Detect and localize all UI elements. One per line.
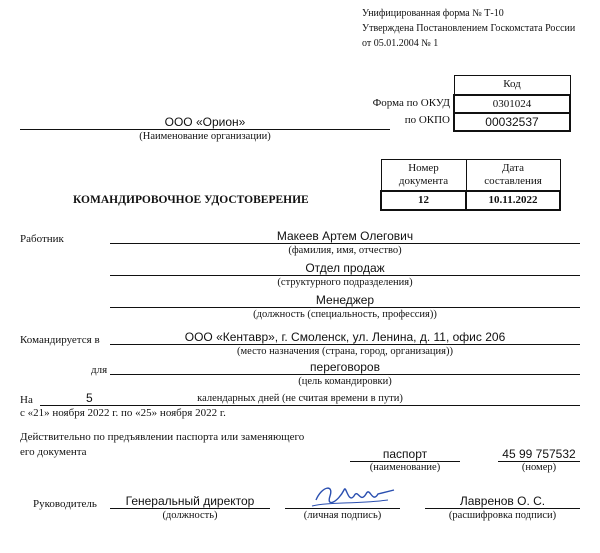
department-name: Отдел продаж xyxy=(305,261,385,275)
duration-line xyxy=(40,405,580,406)
document-title: КОМАНДИРОВОЧНОЕ УДОСТОВЕРЕНИЕ xyxy=(73,194,309,206)
form-header-line1: Унифицированная форма № Т-10 xyxy=(362,8,504,19)
employee-name: Макеев Артем Олегович xyxy=(276,229,414,243)
code-header-cell xyxy=(454,76,570,96)
employee-label: Работник xyxy=(20,233,64,245)
trip-period: с «21» ноября 2022 г. по «25» ноября 2022 г. xyxy=(20,407,226,419)
organization-caption: (Наименование организации) xyxy=(139,131,271,142)
department-line xyxy=(110,275,580,276)
trip-destination: ООО «Кентавр», г. Смоленск, ул. Ленина, д. 11, офис 206 xyxy=(184,330,506,344)
okpo-value: 00032537 xyxy=(454,113,570,131)
purpose-caption: (цель командировки) xyxy=(298,376,392,387)
decoding-caption: (расшифровка подписи) xyxy=(448,510,557,521)
okud-label: Форма по ОКУД xyxy=(372,97,450,109)
manager-decoding-line xyxy=(425,508,580,509)
okud-value: 0301024 xyxy=(454,95,570,113)
document-date: 10.11.2022 xyxy=(466,191,560,210)
destination-caption: (место назначения (страна, город, организация)) xyxy=(237,346,453,357)
date-header: Дата составления xyxy=(466,160,560,192)
number-header: Номер документа xyxy=(381,160,466,192)
doc-table xyxy=(380,159,561,211)
passport-text-line2: его документа xyxy=(20,446,87,458)
position-name: Менеджер xyxy=(315,293,375,307)
department-caption: (структурного подразделения) xyxy=(277,277,413,288)
form-header-line3: от 05.01.2004 № 1 xyxy=(362,38,439,49)
trip-purpose: переговоров xyxy=(310,360,380,374)
manager-decoding: Лавренов О. С. xyxy=(459,494,546,508)
duration-label: На xyxy=(20,394,33,406)
manager-position-line xyxy=(110,508,270,509)
form-header-line2: Утверждена Постановлением Госкомстата России xyxy=(362,23,576,34)
okpo-label: по ОКПО xyxy=(404,114,450,126)
manager-position-caption: (должность) xyxy=(162,510,218,521)
signature-line xyxy=(285,508,400,509)
code-header: Код xyxy=(503,78,521,90)
position-caption: (должность (специальность, профессия)) xyxy=(253,309,437,320)
signature-label: Руководитель xyxy=(33,498,97,510)
manager-position: Генеральный директор xyxy=(125,494,255,508)
organization-name: ООО «Орион» xyxy=(164,115,246,129)
signature-caption: (личная подпись) xyxy=(303,510,382,521)
trip-label: Командируется в xyxy=(20,334,100,346)
passport-doc-name: паспорт xyxy=(382,447,428,461)
passport-doc-name-caption: (наименование) xyxy=(369,462,441,473)
codes-table xyxy=(453,75,571,132)
duration-caption: календарных дней (не считая времени в пути) xyxy=(197,393,403,404)
passport-number-caption: (номер) xyxy=(521,462,557,473)
passport-number: 45 99 757532 xyxy=(502,447,576,461)
employee-name-line xyxy=(110,243,580,244)
purpose-line xyxy=(110,374,580,375)
purpose-label: для xyxy=(91,364,108,376)
employee-name-caption: (фамилия, имя, отчество) xyxy=(288,245,402,256)
organization-line xyxy=(20,129,390,130)
duration-value: 5 xyxy=(86,391,93,405)
document-number: 12 xyxy=(381,191,466,210)
destination-line xyxy=(110,344,580,345)
position-line xyxy=(110,307,580,308)
passport-text-line1: Действительно по предъявлении паспорта или заменяющего xyxy=(20,431,305,443)
